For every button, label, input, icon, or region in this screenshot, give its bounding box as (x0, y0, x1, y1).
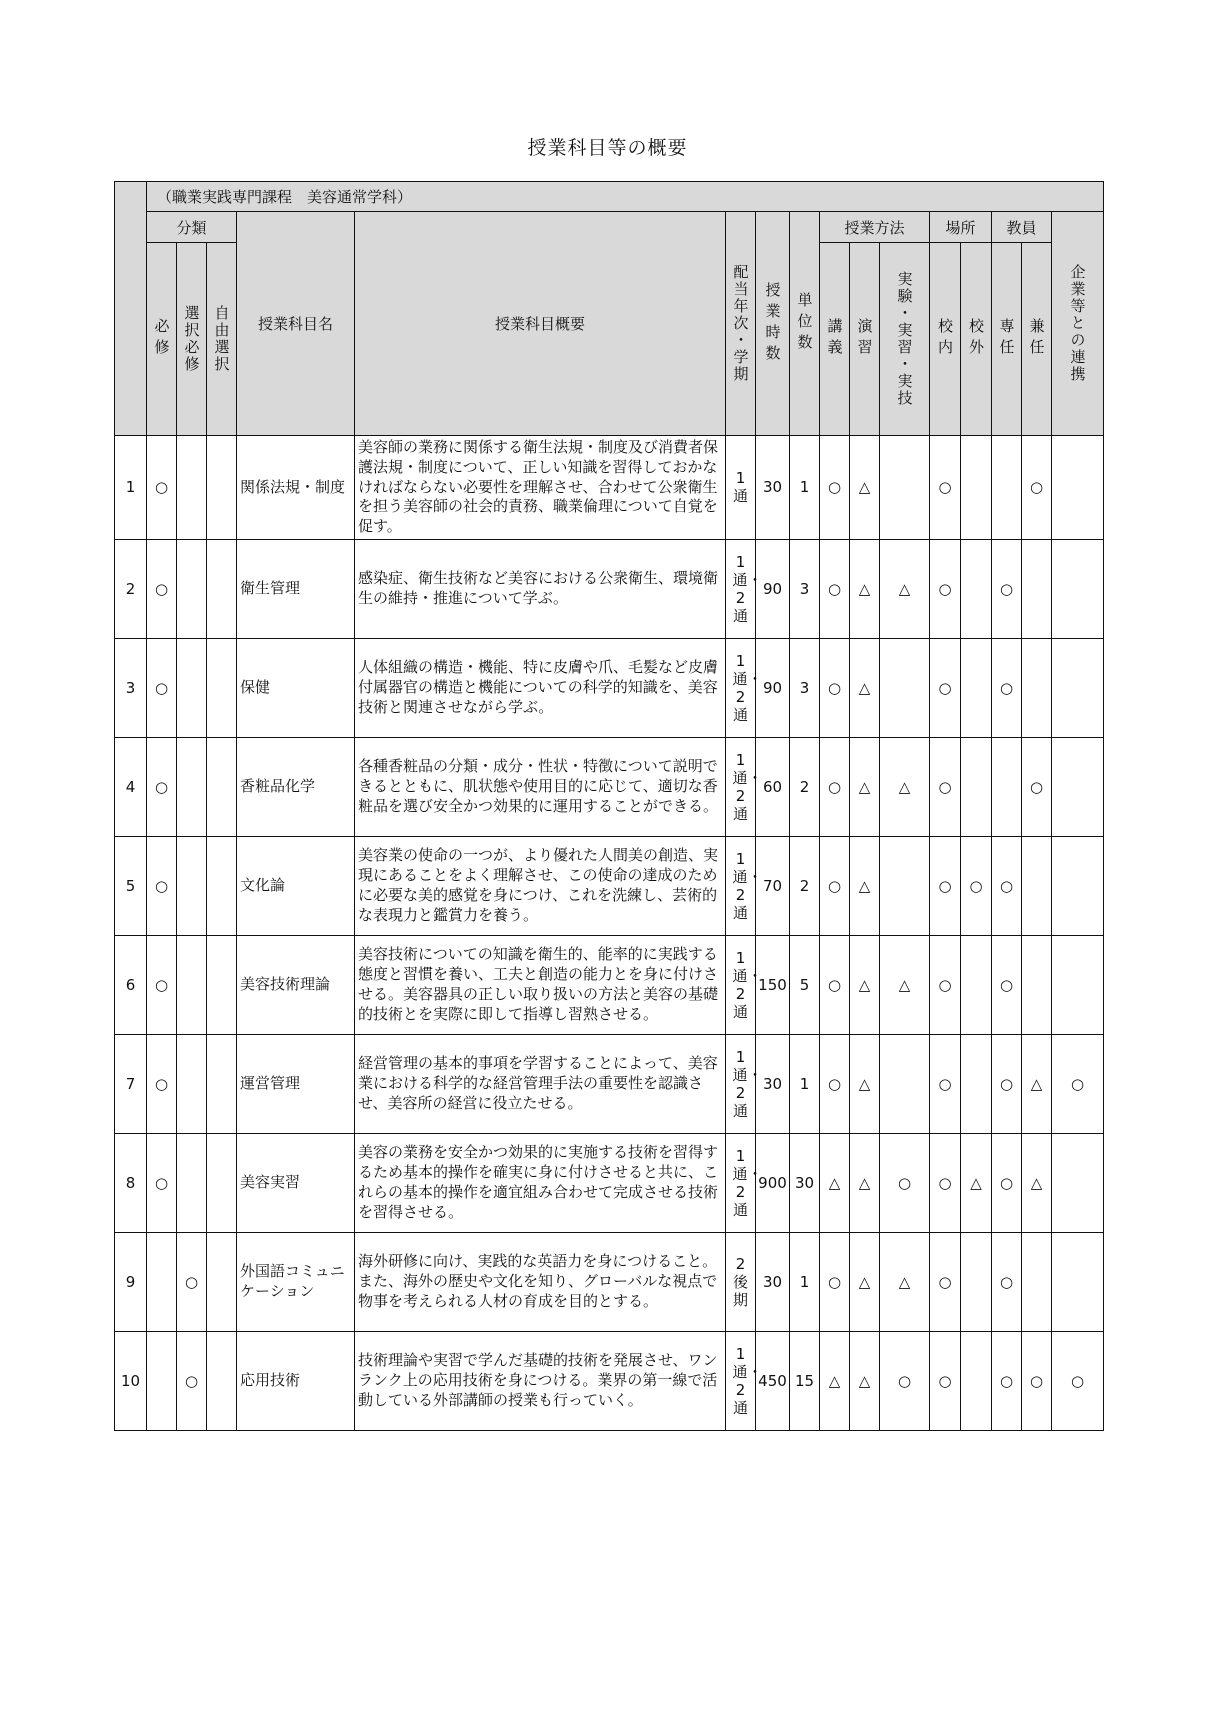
row-number: 9 (115, 1232, 147, 1331)
part-time-mark: △ (1022, 1133, 1052, 1232)
header-off-campus (961, 243, 992, 436)
lecture-mark: △ (820, 1331, 850, 1430)
lecture-mark: ○ (820, 436, 850, 540)
part-time-mark (1022, 539, 1052, 638)
exercise-mark: △ (850, 436, 880, 540)
subject-summary: 感染症、衛生技術など美容における公衆衛生、環境衛生の維持・推進について学ぶ。 (355, 539, 726, 638)
required-mark: ○ (147, 539, 177, 638)
on-campus-mark: ○ (930, 1034, 961, 1133)
credits-value: 3 (790, 638, 820, 737)
table-row (115, 1034, 1104, 1133)
page-title: 授業科目等の概要 (527, 137, 688, 159)
full-time-mark: ○ (992, 1232, 1022, 1331)
row-number: 2 (115, 539, 147, 638)
required-mark: ○ (147, 935, 177, 1034)
required-mark: ○ (147, 737, 177, 836)
elective-required-mark (177, 436, 207, 540)
industry-mark: ○ (1052, 1034, 1104, 1133)
hours-value: 90 (756, 638, 790, 737)
exercise-mark: △ (850, 1232, 880, 1331)
part-time-mark: ○ (1022, 737, 1052, 836)
term-value: 2後期 (732, 1254, 748, 1309)
elective-required-mark (177, 1034, 207, 1133)
free-elective-mark (207, 638, 237, 737)
off-campus-mark (961, 737, 992, 836)
term-cell (726, 638, 763, 737)
term-value: 1通・2通 (732, 552, 763, 625)
full-time-mark: ○ (992, 1331, 1022, 1430)
credits-value: 5 (790, 935, 820, 1034)
credits-value: 2 (790, 836, 820, 935)
on-campus-mark: ○ (930, 638, 961, 737)
subject-summary: 美容師の業務に関係する衛生法規・制度及び消費者保護法規・制度について、正しい知識を習得しておかなければならない必要性を理解させ、合わせて公衆衛生を担う美容師の社会的責務、職業倫理について自覚を促す。 (355, 436, 726, 540)
industry-mark (1052, 436, 1104, 540)
term-value: 1通 (732, 469, 748, 506)
table-row (115, 737, 1104, 836)
table-row (115, 638, 1104, 737)
term-value: 1通・2通 (732, 750, 763, 823)
free-elective-mark (207, 1232, 237, 1331)
hours-value: 30 (756, 1034, 790, 1133)
header-faculty: 教員 (992, 212, 1052, 243)
hours-value: 90 (756, 539, 790, 638)
subject-name: 外国語コミュニケーション (237, 1232, 355, 1331)
lecture-mark: ○ (820, 1232, 850, 1331)
required-mark: ○ (147, 1133, 177, 1232)
header-lecture-text: 講義 (825, 318, 844, 360)
header-on-campus (930, 243, 961, 436)
term-cell (726, 1133, 763, 1232)
free-elective-mark (207, 1133, 237, 1232)
lecture-mark: ○ (820, 1034, 850, 1133)
free-elective-mark (207, 836, 237, 935)
elective-required-mark (177, 638, 207, 737)
practical-mark: △ (880, 1232, 930, 1331)
lecture-mark: △ (820, 1133, 850, 1232)
subject-summary: 経営管理の基本的事項を学習することによって、美容業における科学的な経営管理手法の重要性を認識させ、美容所の経営に役立たせる。 (355, 1034, 726, 1133)
row-number: 4 (115, 737, 147, 836)
industry-mark: ○ (1052, 1331, 1104, 1430)
header-exercise-text: 演習 (855, 318, 874, 360)
subject-name: 運営管理 (237, 1034, 355, 1133)
on-campus-mark: ○ (930, 1133, 961, 1232)
term-cell (726, 436, 756, 540)
header-full-time-text: 専任 (997, 318, 1016, 360)
industry-mark (1052, 935, 1104, 1034)
header-subject-summary: 授業科目概要 (355, 212, 726, 436)
header-part-time (1022, 243, 1052, 436)
header-practical (880, 243, 930, 436)
full-time-mark: ○ (992, 836, 1022, 935)
exercise-mark: △ (850, 1331, 880, 1430)
elective-required-mark (177, 836, 207, 935)
full-time-mark (992, 436, 1022, 540)
credits-value: 1 (790, 436, 820, 540)
on-campus-mark: ○ (930, 1232, 961, 1331)
table-row (115, 539, 1104, 638)
required-mark (147, 1232, 177, 1331)
full-time-mark (992, 737, 1022, 836)
header-elective-required (177, 243, 207, 436)
industry-mark (1052, 539, 1104, 638)
elective-required-mark (177, 539, 207, 638)
header-location: 場所 (930, 212, 992, 243)
row-number: 5 (115, 836, 147, 935)
required-mark: ○ (147, 1034, 177, 1133)
credits-value: 1 (790, 1034, 820, 1133)
exercise-mark: △ (850, 935, 880, 1034)
required-mark: ○ (147, 638, 177, 737)
row-number: 1 (115, 436, 147, 540)
required-mark: ○ (147, 436, 177, 540)
subject-name: 衛生管理 (237, 539, 355, 638)
free-elective-mark (207, 935, 237, 1034)
part-time-mark: ○ (1022, 1331, 1052, 1430)
required-mark (147, 1331, 177, 1430)
row-number: 6 (115, 935, 147, 1034)
header-hours-text: 授業時数 (763, 281, 782, 366)
off-campus-mark (961, 1331, 992, 1430)
subject-name: 関係法規・制度 (237, 436, 355, 540)
subject-name: 香粧品化学 (237, 737, 355, 836)
term-value: 1通・2通 (732, 948, 763, 1021)
header-required (147, 243, 177, 436)
term-value: 1通・2通 (732, 1146, 763, 1219)
table-row (115, 836, 1104, 935)
off-campus-mark (961, 436, 992, 540)
subject-name: 保健 (237, 638, 355, 737)
industry-mark (1052, 638, 1104, 737)
exercise-mark: △ (850, 1034, 880, 1133)
credits-value: 30 (790, 1133, 820, 1232)
header-full-time (992, 243, 1022, 436)
on-campus-mark: ○ (930, 836, 961, 935)
part-time-mark (1022, 935, 1052, 1034)
practical-mark: ○ (880, 1133, 930, 1232)
part-time-mark (1022, 836, 1052, 935)
table-row (115, 935, 1104, 1034)
practical-mark (880, 638, 930, 737)
term-cell (726, 836, 763, 935)
full-time-mark: ○ (992, 935, 1022, 1034)
lecture-mark: ○ (820, 836, 850, 935)
header-practical-text: 実験・実習・実技 (895, 271, 914, 407)
header-elective-required-text: 選択必修 (182, 305, 201, 373)
full-time-mark: ○ (992, 638, 1022, 737)
exercise-mark: △ (850, 638, 880, 737)
practical-mark: ○ (880, 1331, 930, 1430)
off-campus-mark (961, 1034, 992, 1133)
lecture-mark: ○ (820, 935, 850, 1034)
elective-required-mark (177, 737, 207, 836)
header-method: 授業方法 (820, 212, 930, 243)
subject-summary: 美容業の使命の一つが、より優れた人間美の創造、実現にあることをよく理解させ、この使命の達成のために必要な美的感覚を身につけ、これを洗練し、芸術的な表現力と鑑賞力を養う。 (355, 836, 726, 935)
row-number: 8 (115, 1133, 147, 1232)
industry-mark (1052, 836, 1104, 935)
subject-name: 美容技術理論 (237, 935, 355, 1034)
hours-value: 60 (756, 737, 790, 836)
term-cell (726, 1034, 763, 1133)
header-free-elective-text: 自由選択 (212, 305, 231, 373)
header-credits-text: 単位数 (795, 292, 814, 355)
elective-required-mark: ○ (177, 1232, 207, 1331)
header-blank-corner (115, 182, 147, 436)
header-exercise (850, 243, 880, 436)
hours-value: 450 (756, 1331, 790, 1430)
header-category: 分類 (147, 212, 237, 243)
practical-mark: △ (880, 935, 930, 1034)
elective-required-mark (177, 1133, 207, 1232)
free-elective-mark (207, 1331, 237, 1430)
header-credits (790, 212, 820, 436)
part-time-mark: ○ (1022, 436, 1052, 540)
subject-summary: 美容の業務を安全かつ効果的に実施する技術を習得するため基本的操作を確実に身に付けさせると共に、これらの基本的操作を適宜組み合わせて完成させる技術を習得させる。 (355, 1133, 726, 1232)
term-cell (726, 1331, 763, 1430)
subject-summary: 美容技術についての知識を衛生的、能率的に実践する態度と習慣を養い、工夫と創造の能力とを身に付けさせる。美容器具の正しい取り扱いの方法と美容の基礎的技術とを実際に即して指導し習熟させる。 (355, 935, 726, 1034)
table-row (115, 1133, 1104, 1232)
subject-summary: 技術理論や実習で学んだ基礎的技術を発展させ、ワンランク上の応用技術を身につける。業界の第一線で活動している外部講師の授業も行っていく。 (355, 1331, 726, 1430)
off-campus-mark: ○ (961, 836, 992, 935)
header-off-campus-text: 校外 (967, 318, 985, 360)
free-elective-mark (207, 436, 237, 540)
industry-mark (1052, 737, 1104, 836)
industry-mark (1052, 1232, 1104, 1331)
header-term (726, 212, 756, 436)
row-number: 10 (115, 1331, 147, 1430)
elective-required-mark: ○ (177, 1331, 207, 1430)
term-value: 1通・2通 (732, 1047, 763, 1120)
practical-mark (880, 436, 930, 540)
header-term-text: 配当年次・学期 (731, 264, 750, 383)
subject-summary: 各種香粧品の分類・成分・性状・特徴について説明できるとともに、肌状態や使用目的に応じて、適切な香粧品を選び安全かつ効果的に運用することができる。 (355, 737, 726, 836)
practical-mark: △ (880, 539, 930, 638)
on-campus-mark: ○ (930, 737, 961, 836)
hours-value: 30 (756, 436, 790, 540)
header-industry-text: 企業等との連携 (1068, 264, 1087, 383)
lecture-mark: ○ (820, 638, 850, 737)
exercise-mark: △ (850, 539, 880, 638)
off-campus-mark (961, 1232, 992, 1331)
part-time-mark (1022, 638, 1052, 737)
on-campus-mark: ○ (930, 1331, 961, 1430)
industry-mark (1052, 1133, 1104, 1232)
subject-name: 応用技術 (237, 1331, 355, 1430)
required-mark: ○ (147, 836, 177, 935)
off-campus-mark (961, 539, 992, 638)
part-time-mark: △ (1022, 1034, 1052, 1133)
header-part-time-text: 兼任 (1027, 318, 1046, 360)
term-value: 1通・2通 (732, 849, 763, 922)
full-time-mark: ○ (992, 539, 1022, 638)
on-campus-mark: ○ (930, 935, 961, 1034)
full-time-mark: ○ (992, 1034, 1022, 1133)
header-free-elective (207, 243, 237, 436)
hours-value: 70 (756, 836, 790, 935)
term-value: 1通・2通 (732, 1344, 763, 1417)
free-elective-mark (207, 539, 237, 638)
term-cell (726, 539, 763, 638)
on-campus-mark: ○ (930, 539, 961, 638)
credits-value: 15 (790, 1331, 820, 1430)
header-subject-name: 授業科目名 (237, 212, 355, 436)
hours-value: 150 (756, 935, 790, 1034)
table-caption: （職業実践専門課程 美容通常学科） (147, 182, 1104, 212)
credits-value: 1 (790, 1232, 820, 1331)
header-industry (1052, 212, 1104, 436)
exercise-mark: △ (850, 1133, 880, 1232)
subject-summary: 海外研修に向け、実践的な英語力を身につけること。また、海外の歴史や文化を知り、グローバルな視点で物事を考えられる人材の育成を目的とする。 (355, 1232, 726, 1331)
hours-value: 900 (756, 1133, 790, 1232)
term-cell (726, 1232, 756, 1331)
table-row (115, 436, 1104, 540)
term-cell (726, 935, 763, 1034)
credits-value: 2 (790, 737, 820, 836)
table-row (115, 1232, 1104, 1331)
free-elective-mark (207, 1034, 237, 1133)
table-row (115, 1331, 1104, 1430)
exercise-mark: △ (850, 737, 880, 836)
credits-value: 3 (790, 539, 820, 638)
hours-value: 30 (756, 1232, 790, 1331)
free-elective-mark (207, 737, 237, 836)
header-lecture (820, 243, 850, 436)
term-value: 1通・2通 (732, 651, 763, 724)
row-number: 3 (115, 638, 147, 737)
subject-name: 美容実習 (237, 1133, 355, 1232)
elective-required-mark (177, 935, 207, 1034)
practical-mark (880, 1034, 930, 1133)
exercise-mark: △ (850, 836, 880, 935)
header-required-text: 必修 (152, 318, 171, 360)
course-summary-table (114, 181, 1104, 1431)
off-campus-mark (961, 638, 992, 737)
term-cell (726, 737, 763, 836)
subject-summary: 人体組織の構造・機能、特に皮膚や爪、毛髪など皮膚付属器官の構造と機能についての科学的知識を、美容技術と関連させながら学ぶ。 (355, 638, 726, 737)
full-time-mark: ○ (992, 1133, 1022, 1232)
row-number: 7 (115, 1034, 147, 1133)
header-hours (756, 212, 790, 436)
practical-mark: △ (880, 737, 930, 836)
part-time-mark (1022, 1232, 1052, 1331)
subject-name: 文化論 (237, 836, 355, 935)
off-campus-mark (961, 935, 992, 1034)
off-campus-mark: △ (961, 1133, 992, 1232)
lecture-mark: ○ (820, 539, 850, 638)
lecture-mark: ○ (820, 737, 850, 836)
header-on-campus-text: 校内 (936, 318, 954, 360)
practical-mark (880, 836, 930, 935)
on-campus-mark: ○ (930, 436, 961, 540)
